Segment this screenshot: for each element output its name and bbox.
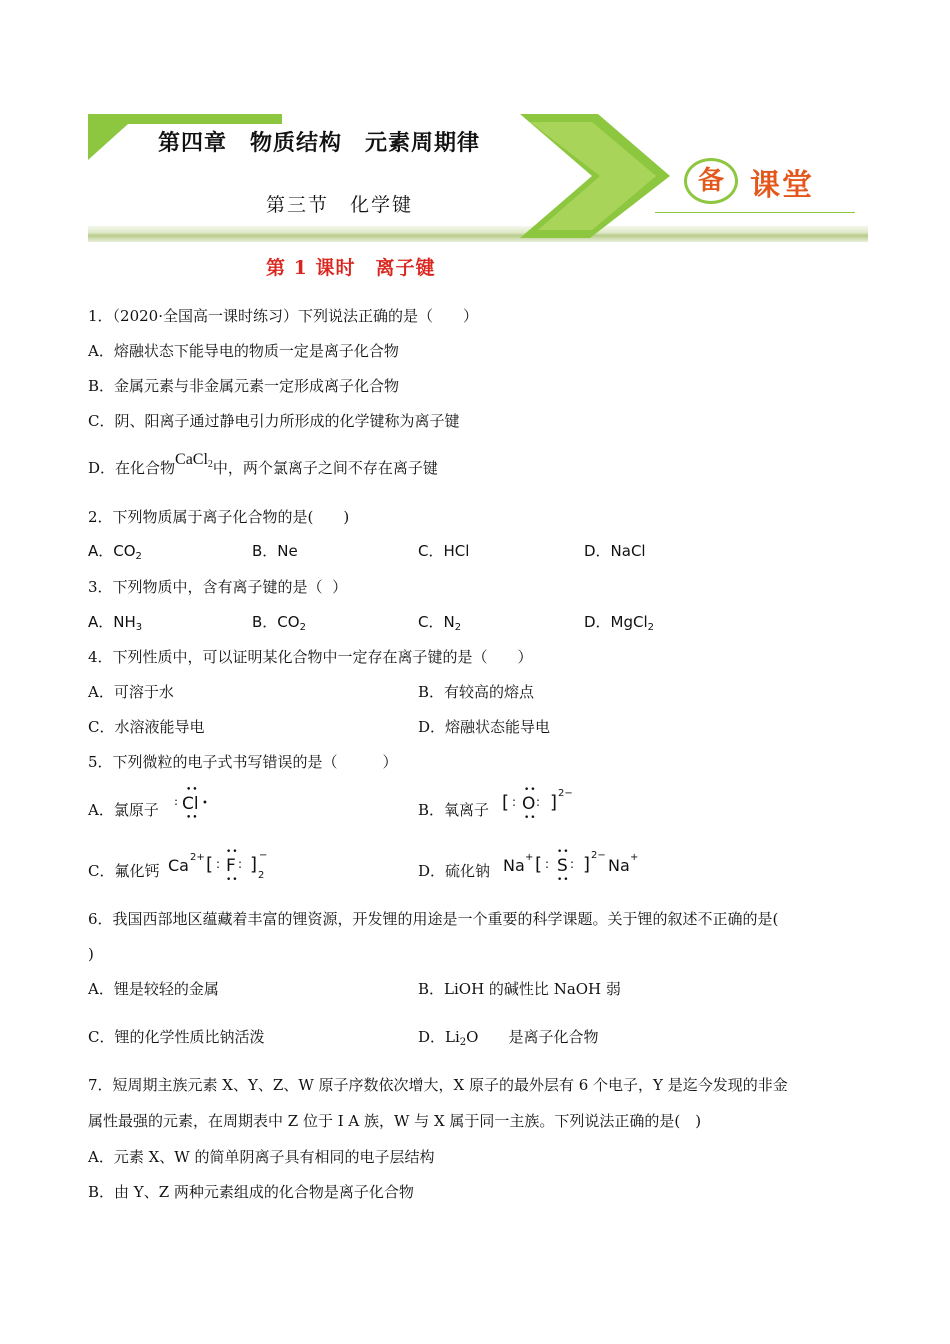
- q5-d-charge: 2−: [591, 850, 606, 861]
- q2-stem: 2．下列物质属于离子化合物的是( ): [88, 508, 350, 526]
- q4-option-d: D．熔融状态能导电: [418, 718, 551, 736]
- q5-d-cation-right: Na: [608, 856, 630, 875]
- q1-option-a: A．熔融状态下能导电的物质一定是离子化合物: [88, 342, 399, 360]
- q5-option-a: A．氯原子: [88, 801, 159, 819]
- q4-stem: 4．下列性质中，可以证明某化合物中一定存在离子键的是（ ）: [88, 648, 533, 666]
- q5-c-calcium-fluoride-electron-formula: Ca 2+ [ : •• F : •• ] 2 −: [168, 847, 268, 885]
- q6-stem-line2: ): [88, 945, 94, 963]
- q2-option-d: D．NaCl: [584, 542, 646, 560]
- q5-d-sodium-sulfide-electron-formula: Na + [ : •• S : •• ] 2− Na +: [503, 847, 639, 885]
- q3-stem: 3．下列物质中，含有离子键的是（ ）: [88, 578, 348, 596]
- q1-d-post: 中，两个氯离子之间不存在离子键: [212, 459, 438, 477]
- q5-option-c: C．氟化钙: [88, 862, 160, 880]
- chevron-arrow-icon: [520, 114, 690, 244]
- banner-bar: [88, 226, 868, 242]
- q5-b-symbol: O: [522, 794, 536, 814]
- q5-d-cation-left: Na: [503, 856, 525, 875]
- q6-option-c: C．锂的化学性质比钠活泼: [88, 1028, 265, 1046]
- q7-stem-line1: 7．短周期主族元素 X、Y、Z、W 原子序数依次增大，X 原子的最外层有 6 个电子，Y 是迄今发现的非金: [88, 1076, 788, 1094]
- chapter-title: 第四章 物质结构 元素周期律: [158, 130, 481, 156]
- q1-option-d: [88, 451, 438, 485]
- q1-option-c: C．阴、阳离子通过静电引力所形成的化学键称为离子键: [88, 412, 460, 430]
- logo-underline: [655, 212, 855, 213]
- q1-d-formula: CaCl$_2$: [175, 451, 213, 470]
- q3-option-d: D．MgCl$_2$: [584, 613, 655, 633]
- q5-option-b: B．氧离子: [418, 801, 490, 819]
- lesson-title: 第 1 课时 离子键: [266, 257, 436, 279]
- section-title: 第三节 化学键: [266, 194, 414, 216]
- q2-option-c: C．HCl: [418, 542, 470, 560]
- q6-stem-line1: 6．我国西部地区蕴藏着丰富的锂资源，开发锂的用途是一个重要的科学课题。关于锂的叙述不正确的是(: [88, 910, 779, 928]
- q2-option-b: B．Ne: [252, 542, 298, 560]
- q6-option-d: D．$Li_2O$ 是离子化合物: [418, 1028, 599, 1048]
- q5-d-cation-charge-left: +: [525, 852, 534, 863]
- q5-option-d: D．硫化钠: [418, 862, 491, 880]
- logo-badge: 备: [684, 158, 738, 204]
- q6-option-a: A．锂是较轻的金属: [88, 980, 219, 998]
- q5-stem: 5．下列微粒的电子式书写错误的是（ ）: [88, 753, 398, 771]
- q4-option-c: C．水溶液能导电: [88, 718, 205, 736]
- banner-triangle: [88, 124, 128, 160]
- q5-d-symbol: S: [557, 856, 568, 876]
- q1-stem: 1．（2020·全国高一课时练习）下列说法正确的是（ ）: [88, 307, 478, 325]
- q7-option-b: B．由 Y、Z 两种元素组成的化合物是离子化合物: [88, 1183, 414, 1201]
- q5-a-chlorine-electron-formula: •• : Cl • ••: [174, 785, 208, 823]
- q6-option-b: B．LiOH 的碱性比 NaOH 弱: [418, 980, 621, 998]
- q5-b-oxide-electron-formula: [ : •• O : •• ] 2−: [502, 785, 573, 823]
- q5-c-cation: Ca: [168, 856, 189, 875]
- q1-option-b: B．金属元素与非金属元素一定形成离子化合物: [88, 377, 400, 395]
- q5-a-symbol: Cl: [182, 794, 199, 814]
- banner-top-bar: [88, 114, 282, 124]
- q3-option-c: C．$N_2$: [418, 613, 462, 633]
- q7-stem-line2: 属性最强的元素，在周期表中 Z 位于 I A 族，W 与 X 属于同一主族。下列说法正确的是( ): [88, 1112, 702, 1130]
- q7-option-a: A．元素 X、W 的简单阴离子具有相同的电子层结构: [88, 1148, 435, 1166]
- q5-b-charge: 2−: [558, 788, 573, 799]
- q5-c-symbol: F: [226, 856, 236, 876]
- q3-option-b: B．$CO_2$: [252, 613, 306, 633]
- q5-d-cation-charge-right: +: [630, 852, 639, 863]
- q2-option-a: A．$CO_2$: [88, 542, 142, 562]
- q4-option-a: A．可溶于水: [88, 683, 174, 701]
- q1-d-pre: D．在化合物: [88, 459, 176, 477]
- q3-option-a: A．$NH_3$: [88, 613, 143, 633]
- q4-option-b: B．有较高的熔点: [418, 683, 535, 701]
- q5-c-subscript: 2: [258, 870, 265, 881]
- logo-text: 课堂: [750, 168, 814, 203]
- q5-c-cation-charge: 2+: [190, 852, 205, 863]
- q5-c-charge: −: [259, 850, 268, 861]
